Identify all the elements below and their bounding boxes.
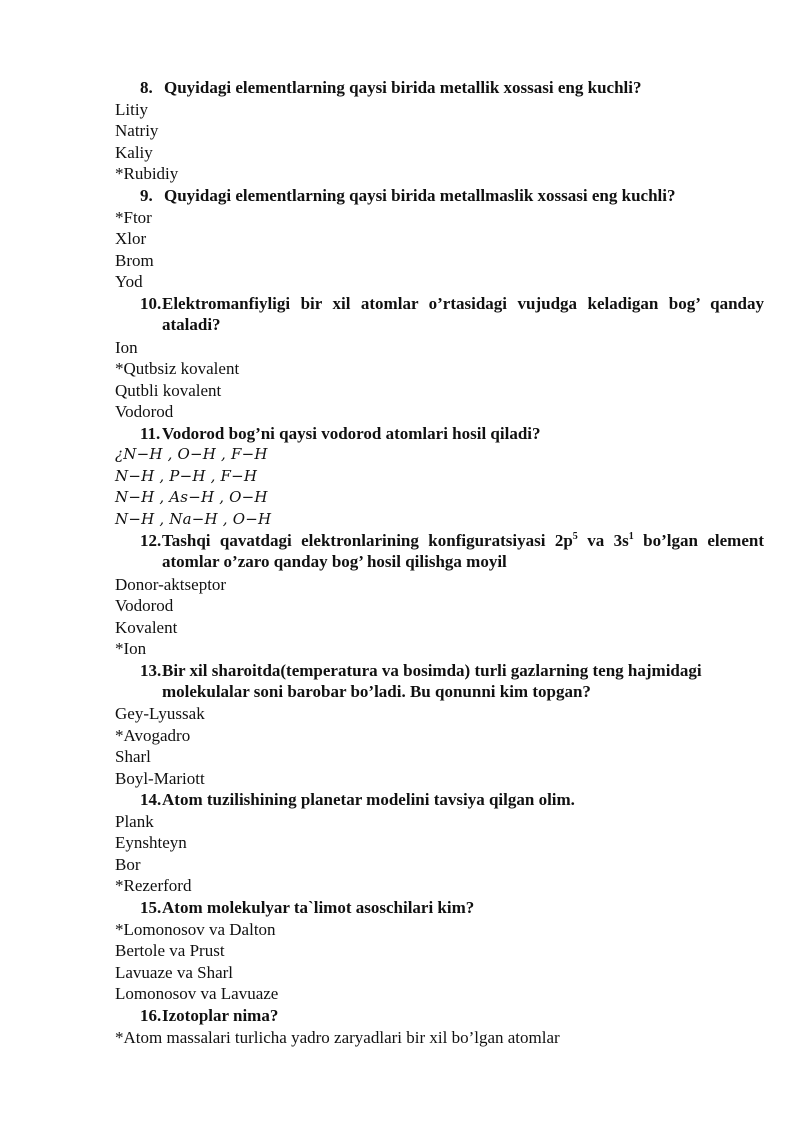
answer-option: *Ftor [115,208,152,227]
question-16 [140,1005,764,1026]
answer-option: Boyl-Mariott [115,769,205,788]
answer-option: N−H , As−H , O−H [115,488,268,506]
question-9 [140,185,742,206]
answer-option: Donor-aktseptor [115,575,227,594]
question-text: Izotoplar nima? [162,1006,279,1025]
question-number: 14. [140,790,162,809]
answer-option: N−H , Na−H , O−H [115,510,272,528]
answer-option: Litiy [115,100,149,119]
answer-option: Xlor [115,229,147,248]
answer-option: Plank [115,812,154,831]
question-text: Vodorod bog’ni qaysi vodorod atomlari hosil qiladi? [162,424,541,443]
question-number: 15. [140,898,162,917]
question-text: Quyidagi elementlarning qaysi birida metallik xossasi eng kuchli? [164,78,642,97]
answer-option: *Rezerford [115,876,192,895]
question-text-part: va 3s [577,531,629,550]
question-13 [140,660,764,702]
answer-option: *Avogadro [115,726,191,745]
answer-option: Natriy [115,121,159,140]
question-text: Atom molekulyar ta`limot asoschilari kim? [162,898,475,917]
answer-option: N−H , P−H , F−H [115,467,258,485]
question-number: 16. [140,1006,162,1025]
superscript: 1 [628,531,634,542]
answer-option: Yod [115,272,143,291]
answer-option: Lomonosov va Lavuaze [115,984,279,1003]
answer-option: *Lomonosov va Dalton [115,920,276,939]
question-8 [140,77,742,98]
question-14 [140,789,764,810]
question-text-part: bo’lgan element atomlar o’zaro qanday bog’ hosil qilishga moyil [162,531,764,571]
answer-option: Brom [115,251,154,270]
answer-option: Ion [115,338,138,357]
answer-option: Kovalent [115,618,178,637]
answer-option: *Ion [115,639,147,658]
answer-option: Eynshteyn [115,833,187,852]
answer-option: Bertole va Prust [115,941,225,960]
question-10 [140,293,764,335]
question-number: 9. [140,186,153,205]
answer-option: Qutbli kovalent [115,381,222,400]
answer-option: Sharl [115,747,151,766]
question-text: Atom tuzilishining planetar modelini tavsiya qilgan olim. [162,790,575,809]
answer-option: ¿N−H , O−H , F−H [115,445,268,463]
question-number: 11. [140,424,161,443]
question-text: Bir xil sharoitda(temperatura va bosimda) turli gazlarning teng hajmidagi molekulalar soni barobar bo’ladi. Bu qonunni kim topgan? [162,661,702,701]
question-text: Elektromanfiyligi bir xil atomlar o’rtasidagi vujudga keladigan bog’ qanday ataladi? [162,294,764,334]
answer-option: *Atom massalari turlicha yadro zaryadlari bir xil bo’lgan atomlar [115,1028,560,1047]
superscript: 5 [572,531,578,542]
answer-option: Vodorod [115,596,174,615]
question-text: Quyidagi elementlarning qaysi birida metallmaslik xossasi eng kuchli? [164,186,676,205]
answer-option: *Qutbsiz kovalent [115,359,240,378]
question-number: 13. [140,661,162,680]
question-number: 8. [140,78,153,97]
answer-option: Lavuaze va Sharl [115,963,233,982]
answer-option: Bor [115,855,141,874]
question-text-part: Tashqi qavatdagi elektronlarining konfiguratsiyasi 2p [162,531,573,550]
answer-option: Kaliy [115,143,153,162]
question-15 [140,897,764,918]
answer-option: Vodorod [115,402,174,421]
answer-option: *Rubidiy [115,164,179,183]
question-number: 10. [140,294,162,313]
answer-option: Gey-Lyussak [115,704,205,723]
question-11 [140,423,764,444]
question-number: 12. [140,531,162,550]
question-12 [140,530,764,572]
